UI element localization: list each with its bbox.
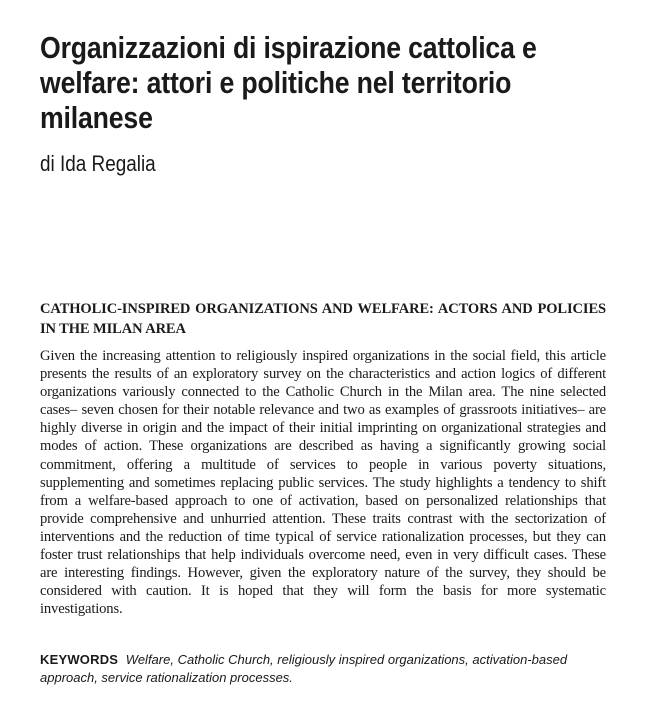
article-title: Organizzazioni di ispirazione cattolica e welfare: attori e politiche nel territorio milanese (40, 30, 537, 135)
abstract-body: Given the increasing attention to religiously inspired organizations in the social field, this article presents the results of an exploratory survey on the characteristics and action logics of different organizations variously connected to the Catholic Church in the Milan area. The nine selected cases– seven chosen for their notable relevance and two as examples of grassroots initiatives– are highly diverse in origin and the impact of their initial imprinting on organizational strategies and modes of action. These organizations are described as having a significantly growing social commitment, offering a multitude of services to people in various poverty situations, supplementing and sometimes replacing public services. The study highlights a tendency to shift from a welfare-based approach to one of activation, based on personalized relationships that provide comprehensive and unhurried attention. These traits contrast with the sectorization of interventions and the reduction of time typical of service rationalization processes, but they can foster trust relationships that help individuals overcome need, even in very difficult cases. These are interesting findings. However, given the exploratory nature of the survey, they should be considered with caution. It is hoped that they will form the basis for more systematic investigations. (40, 348, 606, 618)
article-author: di Ida Regalia (40, 151, 156, 176)
keywords (40, 651, 606, 687)
abstract-heading: CATHOLIC-INSPIRED ORGANIZATIONS AND WELFARE: ACTORS AND POLICIES IN THE MILAN AREA (40, 301, 606, 337)
keywords-text: Welfare, Catholic Church, religiously inspired organizations, activation-based approach, service rationalization processes. (40, 652, 568, 685)
keywords-label: KEYWORDS (40, 652, 119, 667)
